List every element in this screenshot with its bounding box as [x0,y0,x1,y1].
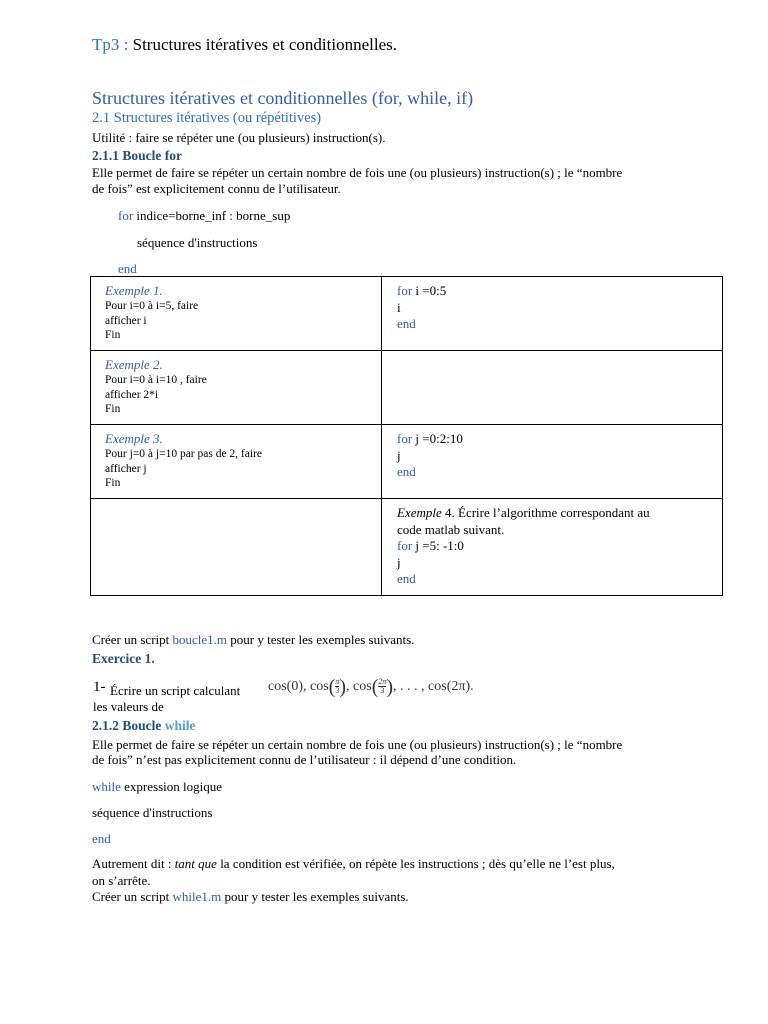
formula-numerator: π [335,677,340,687]
for-description-line-1: Elle permet de faire se répéter un certain nombre de fois une (ou plusieurs) instruction(s) ; le “nombre [92,165,623,180]
script-instruction-post: pour y tester les exemples suivants. [227,632,415,647]
table-cell [382,277,723,351]
autrement-line-2: on s’arrête. [92,873,151,888]
example-3-line: Pour j=0 à j=10 par pas de 2, faire [105,448,262,460]
example-1-line: afficher i [105,314,147,327]
exercise-1-number: 1- [93,679,106,695]
while-end-keyword: end [92,831,111,846]
table-row [91,277,723,351]
script-name-boucle1: boucle1.m [172,632,228,647]
while-syntax-rest: expression logique [120,779,222,794]
example-1-code-body: i [397,299,401,315]
exercise-1-text-b: les valeurs de [93,699,164,714]
autrement-post: la condition est vérifiée, on répète les instructions ; dès qu’elle ne l’est plus, [216,856,615,871]
example-1-code-end: end [397,316,416,331]
example-4-code-body: j [397,554,401,570]
heading-2-1-2 [92,718,196,734]
example-2-line: Fin [105,403,121,415]
example-1-code-line [397,283,708,300]
example-4-label: Exemple [397,505,442,520]
utility-text: Utilité : faire se répéter une (ou plusieurs) instruction(s). [92,130,386,145]
for-syntax-line [118,208,290,224]
example-4-text-line-2: code matlab suivant. [397,521,505,537]
heading-2-1-1: 2.1.1 Boucle for [92,148,182,163]
code-for-keyword: for [397,283,413,298]
script-instruction-pre: Créer un script [92,632,173,647]
example-2-label: Exemple 2. [105,357,163,372]
code-for-keyword: for [397,431,413,446]
cosine-formula: cos(0), cos( $\frac{\pi}{3}$ ), cos( $\frac{2\pi}{3}$ ), . . . , cos(2π). [268,676,474,698]
code-for-rest: j =0:2:10 [412,431,463,446]
while-description-line-1: Elle permet de faire se répéter un certain nombre de fois une (ou plusieurs) instruction(s) ; le “nombre [92,737,623,752]
formula-denominator: 3 [335,686,340,696]
example-3-code-end: end [397,464,416,479]
table-row [91,499,723,596]
subsection-2-1: 2.1 Structures itératives (ou répétitives) [92,110,322,126]
for-sequence-line: séquence d'instructions [137,235,258,250]
example-4-text: 4. Écrire l’algorithme correspondant au [441,505,650,520]
title-text: Structures itératives et conditionnelles. [132,35,397,54]
example-1-line: Pour i=0 à i=5, faire [105,300,199,312]
table-cell [91,425,382,499]
for-syntax-rest: indice=borne_inf : borne_sup [133,208,291,223]
for-description-line-2: de fois” est explicitement connu de l’utilisateur. [92,181,341,196]
script-instruction-post: pour y tester les exemples suivants. [221,889,409,904]
page-title [92,35,397,55]
example-3-code-body: j [397,447,401,463]
example-3-code-line [397,431,708,448]
script-instruction-2 [92,889,409,905]
example-4-code-end: end [397,571,416,586]
table-cell [382,499,723,596]
table-row [91,351,723,425]
example-2-line: afficher 2*i [105,388,159,401]
code-for-rest: j =5: -1:0 [412,538,464,553]
for-end-keyword: end [118,261,137,276]
formula-part: cos(0), cos [268,679,329,694]
example-4-code-line [397,538,708,555]
table-cell [382,425,723,499]
title-prefix: Tp3 : [92,35,129,54]
exercise-1-heading: Exercice 1. [92,651,155,666]
while-sequence-line: séquence d'instructions [92,805,213,820]
example-2-line: Pour i=0 à i=10 , faire [105,374,207,386]
table-cell [91,277,382,351]
script-instruction-pre: Créer un script [92,889,173,904]
section-title: Structures itératives et conditionnelles (for, while, if) [92,88,474,108]
formula-part: , . . . , cos(2π). [393,679,474,694]
example-3-label: Exemple 3. [105,431,163,446]
code-for-keyword: for [397,538,413,553]
autrement-pre: Autrement dit : [92,856,175,871]
table-cell-empty [382,351,723,425]
heading-2-1-2-text: 2.1.2 Boucle [92,718,165,733]
example-3-line: Fin [105,477,121,489]
while-keyword: while [92,779,121,794]
table-row [91,425,723,499]
autrement-line-1 [92,856,615,872]
formula-denominator: 3 [380,686,385,696]
heading-while-keyword: while [164,718,196,733]
formula-numerator: 2π [378,677,387,687]
formula-part: , cos [346,679,372,694]
table-cell [91,351,382,425]
code-for-rest: i =0:5 [412,283,447,298]
exercise-1-text-a: Écrire un script calculant [110,683,241,698]
example-4-text-line-1 [397,505,708,522]
table-cell-empty [91,499,382,596]
example-1-label: Exemple 1. [105,283,163,298]
example-1-line: Fin [105,329,121,341]
while-syntax-line [92,779,222,795]
for-keyword: for [118,208,134,223]
autrement-emphasis: tant que [174,856,217,871]
script-name-while1: while1.m [172,889,222,904]
script-instruction-1 [92,632,414,648]
while-description-line-2: de fois” n’est pas explicitement connu de l’utilisateur : il dépend d’une condition. [92,752,517,767]
example-3-line: afficher j [105,462,147,475]
examples-table [90,276,723,596]
